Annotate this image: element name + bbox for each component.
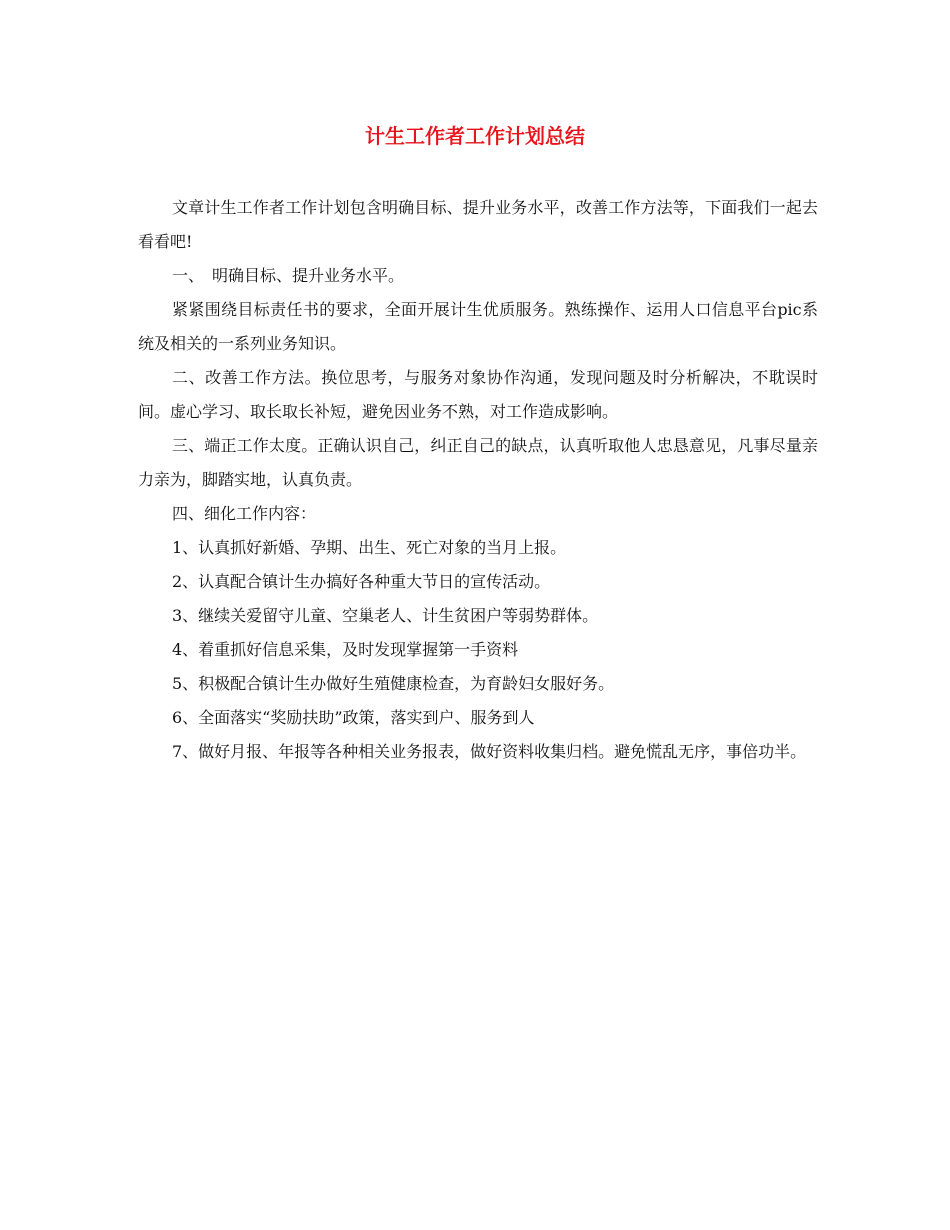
paragraph-goal-detail: 紧紧围绕目标责任书的要求，全面开展计生优质服务。熟练操作、运用人口信息平台pic系统及相关的一系列业务知识。 — [138, 300, 818, 353]
document-body — [138, 191, 818, 769]
list-item: 2、认真配合镇计生办搞好各种重大节日的宣传活动。 — [172, 572, 551, 591]
list-item: 7、做好月报、年报等各种相关业务报表，做好资料收集归档。避免慌乱无序，事倍功半。 — [172, 742, 807, 761]
paragraph-heading-1: 一、 明确目标、提升业务水平。 — [172, 266, 405, 285]
list-item: 1、认真抓好新婚、孕期、出生、死亡对象的当月上报。 — [172, 538, 567, 557]
paragraph-intro: 文章计生工作者工作计划包含明确目标、提升业务水平，改善工作方法等，下面我们一起去看看吧! — [138, 198, 818, 251]
paragraph-heading-3: 三、端正工作太度。正确认识自己，纠正自己的缺点，认真听取他人忠恳意见，凡事尽量亲力亲为，脚踏实地，认真负责。 — [138, 436, 818, 489]
list-item: 4、着重抓好信息采集，及时发现掌握第一手资料 — [172, 640, 519, 659]
list-item: 3、继续关爱留守儿童、空巢老人、计生贫困户等弱势群体。 — [172, 606, 599, 625]
document-title: 计生工作者工作计划总结 — [365, 124, 585, 148]
paragraph-heading-4: 四、细化工作内容： — [172, 504, 317, 523]
paragraph-heading-2: 二、改善工作方法。换位思考，与服务对象协作沟通，发现问题及时分析解决，不耽误时间。虚心学习、取长取长补短，避免因业务不熟，对工作造成影响。 — [138, 368, 818, 421]
list-item: 5、积极配合镇计生办做好生殖健康检查，为育龄妇女服好务。 — [172, 674, 615, 693]
list-item: 6、全面落实“奖励扶助”政策，落实到户、服务到人 — [172, 708, 535, 727]
